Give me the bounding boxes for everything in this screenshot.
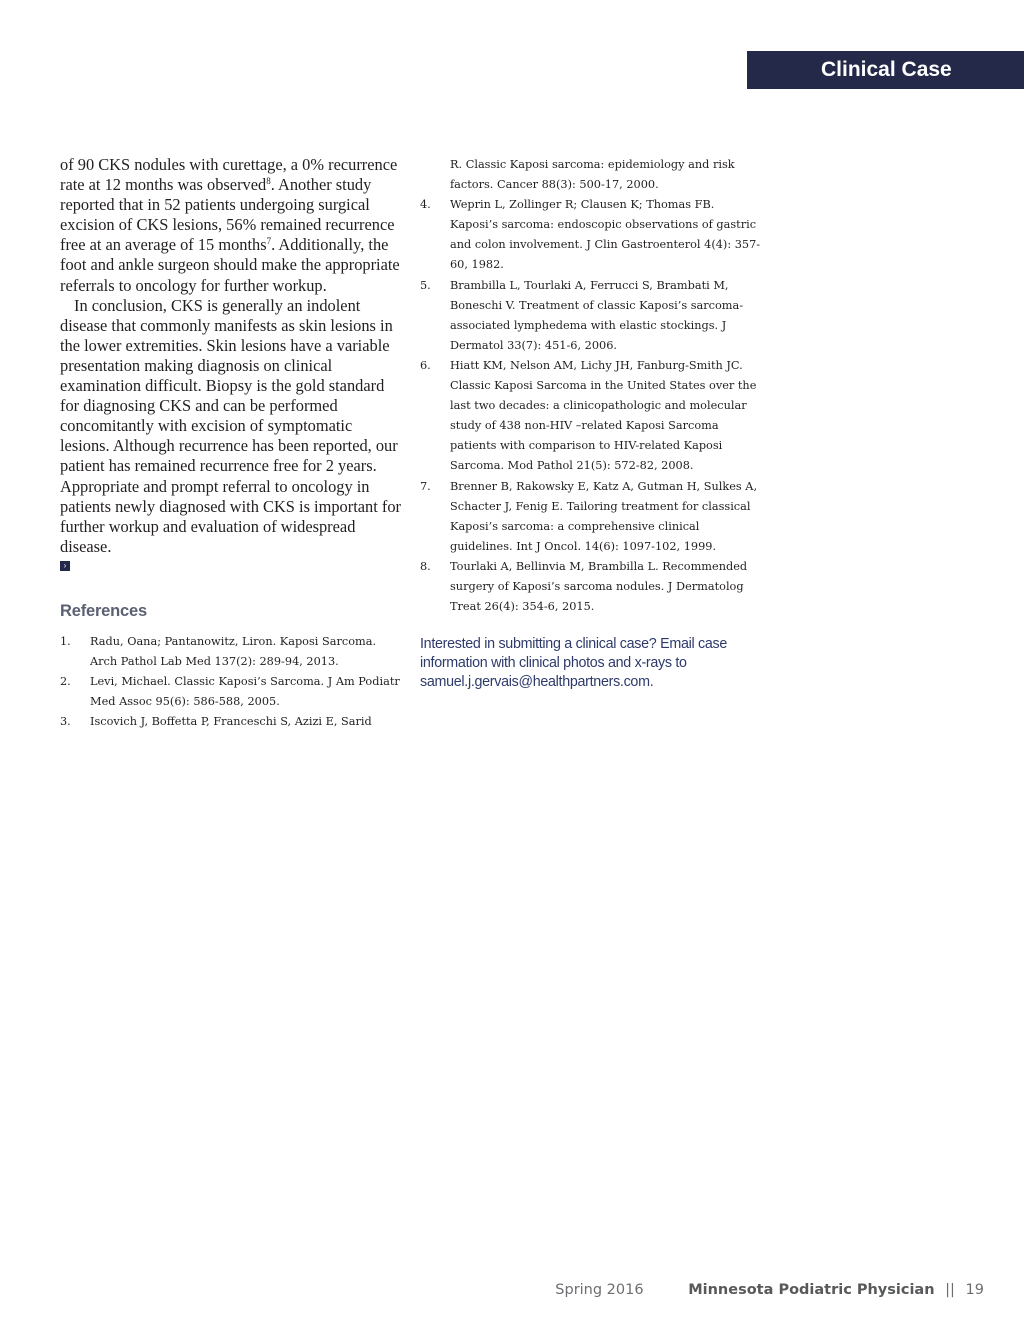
end-of-article-icon: › — [60, 561, 70, 571]
reference-number: 8. — [420, 559, 431, 573]
issue-season: Spring 2016 — [555, 1282, 644, 1298]
reference-text: Radu, Oana; Pantanowitz, Liron. Kaposi Sarcoma. Arch Pathol Lab Med 137(2): 289-94, 2013. — [90, 634, 377, 668]
citation-superscript: 8 — [266, 176, 271, 187]
reference-number: 5. — [420, 278, 431, 292]
reference-item — [420, 356, 765, 477]
reference-number: 4. — [420, 198, 431, 212]
section-header-tab — [747, 51, 1024, 89]
left-column — [60, 155, 405, 732]
reference-text: Weprin L, Zollinger R; Clausen K; Thomas FB. Kaposi’s sarcoma: endoscopic observations of gastric and colon involvement. J Clin Gastroenterol 4(4): 357-60, 1982. — [450, 198, 761, 272]
reference-item — [60, 672, 405, 712]
reference-item — [420, 477, 765, 557]
reference-item — [420, 557, 765, 617]
reference-item — [60, 712, 405, 732]
page-footer — [0, 1282, 984, 1298]
reference-number: 3. — [60, 715, 71, 729]
reference-number: 1. — [60, 634, 71, 648]
body-paragraph-1-part-1: of 90 CKS nodules with curettage, a 0% recurrence rate at 12 months was observed — [60, 155, 398, 195]
reference-item — [420, 195, 765, 275]
body-paragraph-1 — [60, 155, 405, 296]
references-heading: References — [60, 601, 147, 620]
reference-text: Brambilla L, Tourlaki A, Ferrucci S, Brambati M, Boneschi V. Treatment of classic Kaposi’s sarcoma-associated lymphedema with elastic stockings. J Dermatol 33(7): 451-6, 2006. — [450, 278, 744, 352]
reference-list — [60, 632, 405, 732]
footer-separator: || — [945, 1282, 955, 1298]
right-column — [420, 155, 765, 692]
citation-superscript: 7 — [266, 236, 272, 247]
reference-item-continued — [420, 155, 765, 195]
reference-text: Hiatt KM, Nelson AM, Lichy JH, Fanburg-Smith JC. Classic Kaposi Sarcoma in the United States over the last two decades: a clinicopathologic and molecular study of 438 non-HIV –related Kaposi Sarcoma patients with comparison to HIV-related Kaposi Sarcoma. Mod Pathol 21(5): 572-82, 2008. — [450, 358, 757, 473]
submission-call-to-action: Interested in submitting a clinical case? Email case information with clinical photos and x-rays to samuel.j.gervais@healthpartners.com. — [420, 636, 728, 691]
reference-text: Tourlaki A, Bellinvia M, Brambilla L. Recommended surgery of Kaposi’s sarcoma nodules. J Dermatolog Treat 26(4): 354-6, 2015. — [450, 559, 748, 614]
reference-text: Brenner B, Rakowsky E, Katz A, Gutman H, Sulkes A, Schacter J, Fenig E. Tailoring treatment for classical Kaposi’s sarcoma: a comprehensive clinical guidelines. Int J Oncol. 14(6): 1097-102, 1999. — [450, 479, 758, 553]
section-label: Clinical Case — [821, 58, 952, 81]
body-paragraph-1-part-2: . Another study reported that in 52 patients undergoing surgical excision of CKS lesions, 56% remained recurrence free at an average of 15 months — [60, 175, 395, 255]
reference-item — [420, 276, 765, 356]
page-number: 19 — [965, 1282, 984, 1298]
reference-number: 6. — [420, 358, 431, 372]
reference-number: 7. — [420, 479, 431, 493]
reference-text: R. Classic Kaposi sarcoma: epidemiology and risk factors. Cancer 88(3): 500-17, 2000. — [450, 158, 735, 192]
reference-number: 2. — [60, 675, 71, 689]
body-paragraph-2: In conclusion, CKS is generally an indolent disease that commonly manifests as skin lesions in the lower extremities. Skin lesions have a variable presentation making diagnosis on clinical examination difficult. Biopsy is the gold standard for diagnosing CKS and can be performed concomitantly with excision of symptomatic lesions. Although recurrence has been reported, our patient has remained recurrence free for 2 years. Appropriate and prompt referral to oncology in patients newly diagnosed with CKS is important for further workup and evaluation of widespread disease. — [60, 295, 401, 556]
article-body — [60, 155, 405, 571]
magazine-title: Minnesota Podiatric Physician — [688, 1282, 935, 1298]
body-paragraph-1-part-3: . Additionally, the foot and ankle surgeon should make the appropriate referrals to oncology for further workup. — [60, 235, 400, 295]
reference-list-continued — [420, 155, 765, 617]
reference-item — [60, 632, 405, 672]
reference-number — [420, 155, 450, 195]
reference-text: Levi, Michael. Classic Kaposi’s Sarcoma. J Am Podiatr Med Assoc 95(6): 586-588, 2005. — [90, 675, 400, 709]
reference-text: Iscovich J, Boffetta P, Franceschi S, Azizi E, Sarid — [90, 715, 372, 729]
